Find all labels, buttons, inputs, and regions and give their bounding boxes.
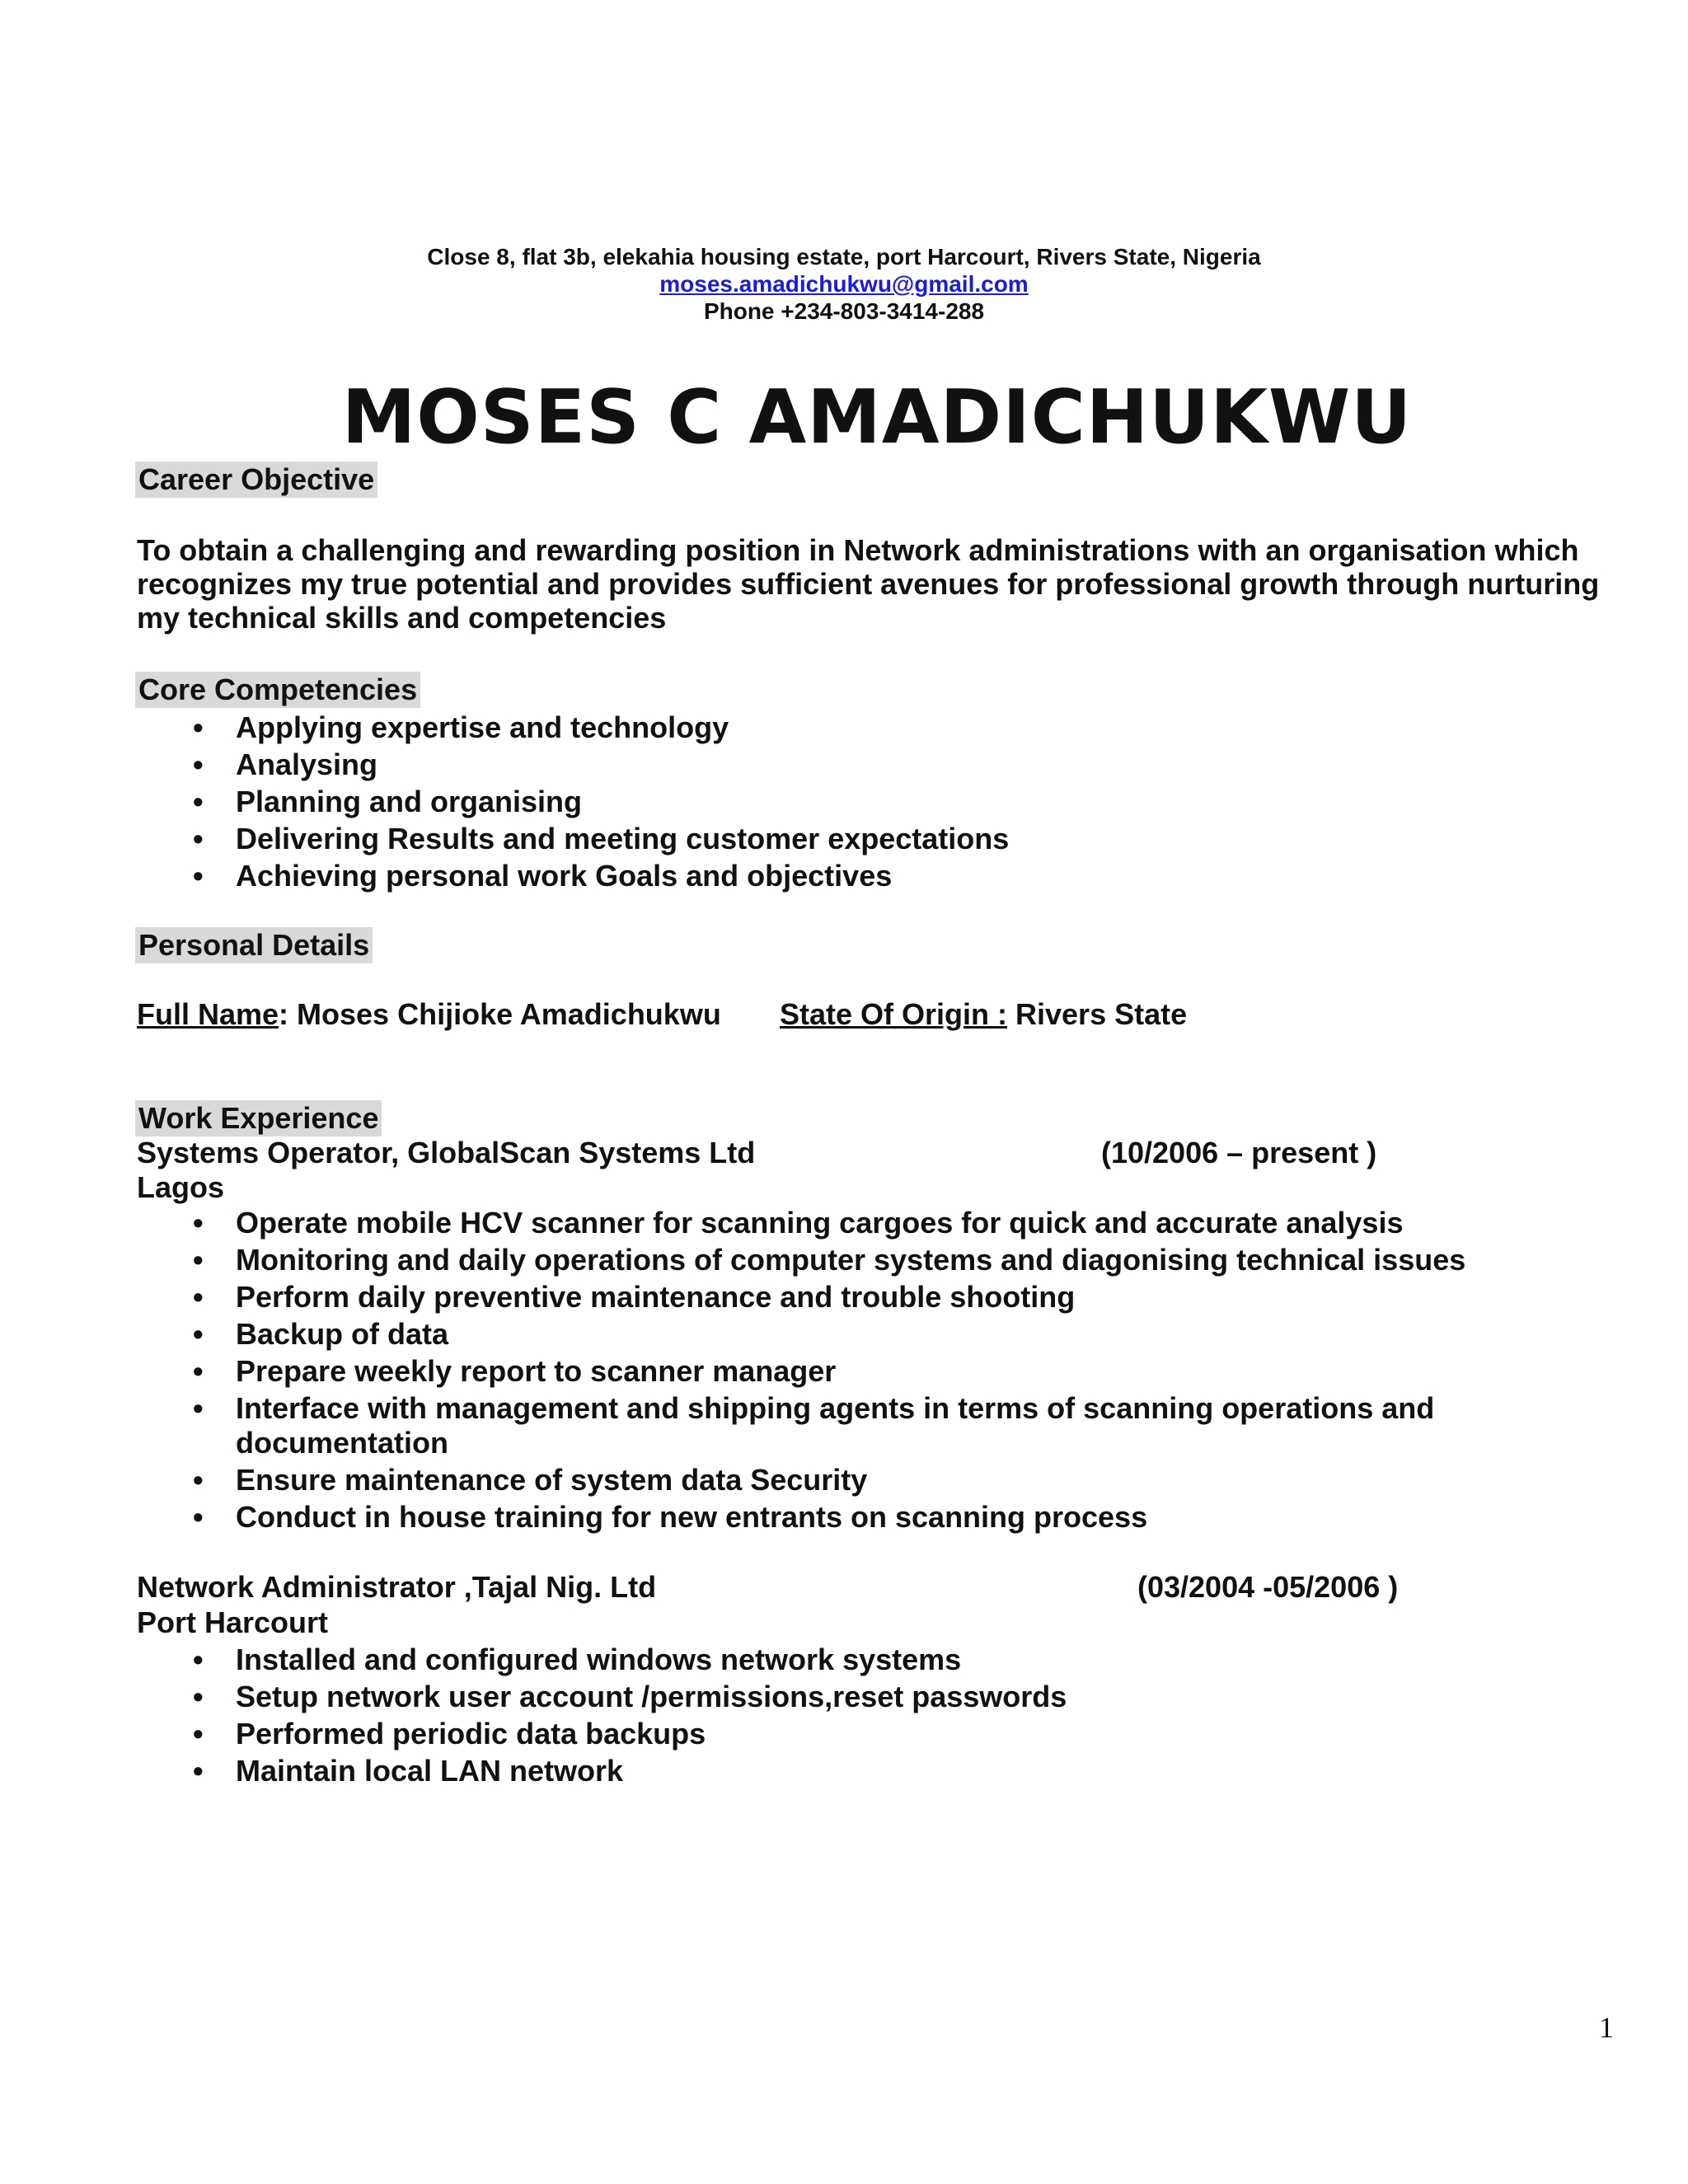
state-of-origin-label: State Of Origin : bbox=[780, 997, 1008, 1031]
bullet-icon: • bbox=[193, 1280, 204, 1314]
list-item: • Perform daily preventive maintenance and trouble shooting bbox=[193, 1280, 1076, 1314]
bullet-icon: • bbox=[193, 1717, 204, 1750]
list-item: • Ensure maintenance of system data Security bbox=[193, 1463, 868, 1497]
list-item: • Performed periodic data backups bbox=[193, 1717, 706, 1750]
page-number: 1 bbox=[1599, 2011, 1614, 2044]
list-item: • Installed and configured windows network systems bbox=[193, 1643, 962, 1676]
full-name-value: : Moses Chijioke Amadichukwu bbox=[279, 997, 721, 1031]
list-item: • Applying expertise and technology bbox=[193, 710, 729, 744]
phone-line: Phone +234-803-3414-288 bbox=[703, 298, 985, 324]
job-location: Port Harcourt bbox=[137, 1605, 329, 1639]
list-item: • Backup of data bbox=[193, 1317, 449, 1351]
list-item: • Prepare weekly report to scanner manager bbox=[193, 1354, 837, 1388]
personal-details-heading: Personal Details bbox=[135, 927, 373, 963]
job-location: Lagos bbox=[137, 1170, 225, 1204]
bullet-icon: • bbox=[193, 1500, 204, 1534]
bullet-icon: • bbox=[193, 748, 204, 781]
core-competencies-heading: Core Competencies bbox=[135, 672, 420, 708]
bullet-icon: • bbox=[193, 1243, 204, 1277]
email-link[interactable]: moses.amadichukwu@gmail.com bbox=[659, 271, 1029, 297]
list-item: • Setup network user account /permissions,reset passwords bbox=[193, 1680, 1067, 1713]
state-of-origin-line bbox=[780, 997, 1187, 1032]
list-item: • Delivering Results and meeting customer expectations bbox=[193, 822, 1010, 855]
state-of-origin-value: Rivers State bbox=[1007, 997, 1188, 1031]
bullet-icon: • bbox=[193, 1354, 204, 1388]
full-name-line bbox=[137, 997, 721, 1032]
job-title: Network Administrator ,Tajal Nig. Ltd bbox=[137, 1570, 657, 1604]
job-dates: (03/2004 -05/2006 ) bbox=[1137, 1570, 1399, 1604]
bullet-icon: • bbox=[193, 785, 204, 818]
address-line: Close 8, flat 3b, elekahia housing estate, port Harcourt, Rivers State, Nigeria bbox=[427, 244, 1261, 269]
full-name-label: Full Name bbox=[137, 997, 279, 1031]
bullet-icon: • bbox=[193, 1680, 204, 1713]
work-experience-heading: Work Experience bbox=[135, 1100, 382, 1137]
list-item: • Conduct in house training for new entrants on scanning process bbox=[193, 1500, 1148, 1534]
candidate-name: MOSES C AMADICHUKWU bbox=[341, 374, 1413, 461]
bullet-icon: • bbox=[193, 1463, 204, 1497]
list-item: • Planning and organising bbox=[193, 785, 583, 818]
bullet-icon: • bbox=[193, 710, 204, 744]
list-item: • Analysing bbox=[193, 748, 378, 781]
job-title: Systems Operator, GlobalScan Systems Ltd bbox=[137, 1136, 756, 1169]
list-item: • Operate mobile HCV scanner for scanning cargoes for quick and accurate analysis bbox=[193, 1206, 1404, 1240]
bullet-icon: • bbox=[193, 859, 204, 893]
job-dates: (10/2006 – present ) bbox=[1101, 1136, 1377, 1169]
list-item: • Maintain local LAN network bbox=[193, 1754, 624, 1788]
career-objective-heading: Career Objective bbox=[135, 462, 377, 498]
list-item: • Interface with management and shipping agents in terms of scanning operations and documentation bbox=[193, 1391, 1435, 1460]
core-competencies-list bbox=[137, 710, 1587, 896]
career-objective-text: To obtain a challenging and rewarding position in Network administrations with an organisation which recognizes my true potential and provides sufficient avenues for professional growth through nurturing my technical skills and competencies bbox=[137, 533, 1600, 635]
bullet-icon: • bbox=[193, 822, 204, 855]
bullet-icon: • bbox=[193, 1391, 204, 1425]
bullet-icon: • bbox=[193, 1643, 204, 1676]
bullet-icon: • bbox=[193, 1754, 204, 1788]
list-item: • Monitoring and daily operations of computer systems and diagonising technical issues bbox=[193, 1243, 1466, 1277]
bullet-icon: • bbox=[193, 1317, 204, 1351]
list-item: • Achieving personal work Goals and objectives bbox=[193, 859, 893, 893]
contact-header bbox=[0, 243, 1688, 325]
bullet-icon: • bbox=[193, 1206, 204, 1240]
job-duties-list bbox=[137, 1206, 1587, 1537]
job-duties-list bbox=[137, 1643, 1587, 1791]
